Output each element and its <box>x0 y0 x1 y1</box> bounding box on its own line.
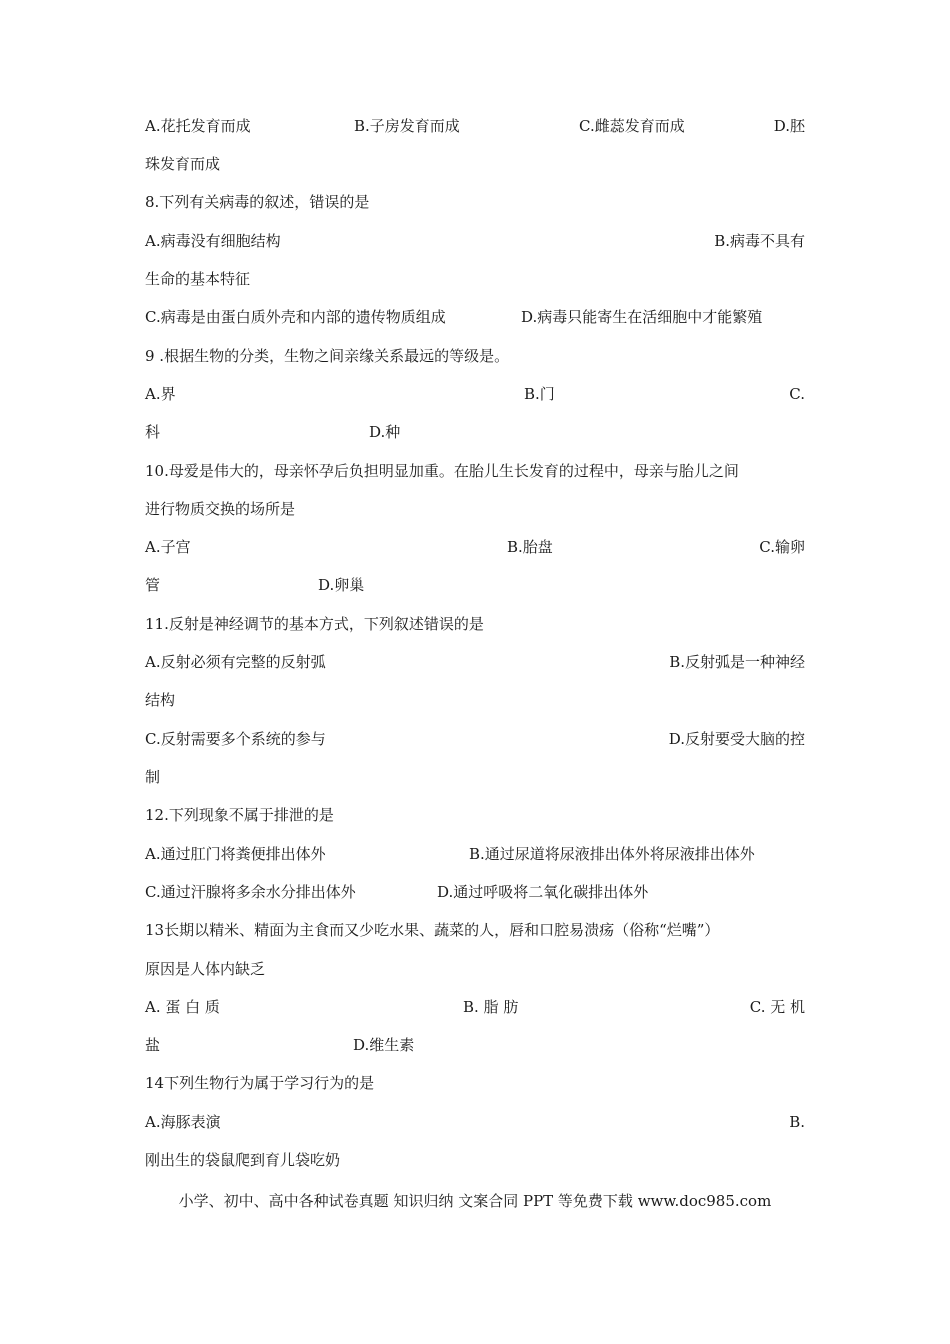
q10-options-row-continued <box>145 572 805 598</box>
q8-stem-row <box>145 189 805 215</box>
q11-option-c: C.反射需要多个系统的参与 <box>145 730 326 748</box>
q12-option-c: C.通过汗腺将多余水分排出体外 <box>145 883 356 901</box>
q7-option-d-start: D.胚 <box>773 117 805 135</box>
q11-option-b-end: 结构 <box>145 691 176 709</box>
q13-option-c-end: 盐 <box>145 1036 161 1054</box>
q8-option-b-end: 生命的基本特征 <box>145 270 251 288</box>
q7-option-c: C.雌蕊发育而成 <box>579 117 685 135</box>
q9-option-b: B.门 <box>524 385 555 403</box>
page-footer: 小学、初中、高中各种试卷真题 知识归纳 文案合同 PPT 等免费下载 www.doc985.com <box>178 1192 772 1210</box>
q7-option-d-end: 珠发育而成 <box>145 155 221 173</box>
q12-option-b: B.通过尿道将尿液排出体外将尿液排出体外 <box>469 845 755 863</box>
q8-options-row-1 <box>145 228 805 254</box>
q10-option-b: B.胎盘 <box>507 538 553 556</box>
q11-stem: 11.反射是神经调节的基本方式，下列叙述错误的是 <box>145 615 484 633</box>
q13-stem-row-2 <box>145 956 805 982</box>
q8-option-a: A.病毒没有细胞结构 <box>145 232 281 250</box>
q9-option-d: D.种 <box>369 423 401 441</box>
q7-option-d-continued <box>145 151 805 177</box>
q10-stem-row-2 <box>145 496 805 522</box>
q14-options-row <box>145 1109 805 1135</box>
q7-option-a: A.花托发育而成 <box>145 117 251 135</box>
q8-option-b-continued <box>145 266 805 292</box>
q8-option-d: D.病毒只能寄生在活细胞中才能繁殖 <box>521 308 763 326</box>
q12-option-a: A.通过肛门将粪便排出体外 <box>145 845 326 863</box>
q11-stem-row <box>145 611 805 637</box>
q12-stem-row <box>145 802 805 828</box>
q10-stem-1: 10.母爱是伟大的，母亲怀孕后负担明显加重。在胎儿生长发育的过程中，母亲与胎儿之间 <box>145 462 739 480</box>
q14-option-b-continued <box>145 1147 805 1173</box>
q14-stem-row <box>145 1070 805 1096</box>
q9-options-row-continued <box>145 419 805 445</box>
q8-option-c: C.病毒是由蛋白质外壳和内部的遗传物质组成 <box>145 308 446 326</box>
q10-option-a: A.子宫 <box>145 538 191 556</box>
q13-options-row-continued <box>145 1032 805 1058</box>
q7-option-b: B.子房发育而成 <box>354 117 460 135</box>
q13-options-row <box>145 994 805 1020</box>
q11-option-b-start: B.反射弧是一种神经 <box>669 653 805 671</box>
q8-stem: 8.下列有关病毒的叙述，错误的是 <box>145 193 370 211</box>
q12-option-d: D.通过呼吸将二氧化碳排出体外 <box>437 883 649 901</box>
q13-option-c-start: C. 无 机 <box>749 998 805 1016</box>
q9-options-row <box>145 381 805 407</box>
q9-stem: 9 .根据生物的分类，生物之间亲缘关系最远的等级是。 <box>145 347 510 365</box>
q12-stem: 12.下列现象不属于排泄的是 <box>145 806 334 824</box>
q10-option-c-start: C.输卵 <box>759 538 805 556</box>
q10-stem-row-1 <box>145 458 805 484</box>
q14-option-b-start: B. <box>789 1113 805 1131</box>
q7-options-row <box>145 113 805 139</box>
q13-option-b: B. 脂 肪 <box>463 998 519 1016</box>
q11-option-b-continued <box>145 687 805 713</box>
q11-option-d-continued <box>145 764 805 790</box>
q9-stem-row <box>145 343 805 369</box>
q11-option-d-end: 制 <box>145 768 161 786</box>
q8-option-b-start: B.病毒不具有 <box>714 232 805 250</box>
q11-option-a: A.反射必须有完整的反射弧 <box>145 653 326 671</box>
q14-option-b-end: 刚出生的袋鼠爬到育儿袋吃奶 <box>145 1151 341 1169</box>
q10-option-d: D.卵巢 <box>318 576 365 594</box>
q11-options-row-1 <box>145 649 805 675</box>
q13-option-d: D.维生素 <box>353 1036 415 1054</box>
q13-option-a: A. 蛋 白 质 <box>145 998 220 1016</box>
q13-stem-2: 原因是人体内缺乏 <box>145 960 266 978</box>
q9-option-c-start: C. <box>789 385 805 403</box>
q9-option-a: A.界 <box>145 385 176 403</box>
q12-options-row-2 <box>145 879 805 905</box>
q10-stem-2: 进行物质交换的场所是 <box>145 500 296 518</box>
q8-options-row-2 <box>145 304 805 330</box>
q14-stem: 14下列生物行为属于学习行为的是 <box>145 1074 375 1092</box>
q14-option-a: A.海豚表演 <box>145 1113 221 1131</box>
q9-option-c-end: 科 <box>145 423 161 441</box>
q11-option-d-start: D.反射要受大脑的控 <box>668 730 805 748</box>
q10-option-c-end: 管 <box>145 576 161 594</box>
q11-options-row-2 <box>145 726 805 752</box>
q13-stem-1: 13长期以精米、精面为主食而又少吃水果、蔬菜的人，唇和口腔易溃疡（俗称“烂嘴”） <box>145 921 720 939</box>
q10-options-row <box>145 534 805 560</box>
q12-options-row-1 <box>145 841 805 867</box>
q13-stem-row-1 <box>145 917 805 943</box>
